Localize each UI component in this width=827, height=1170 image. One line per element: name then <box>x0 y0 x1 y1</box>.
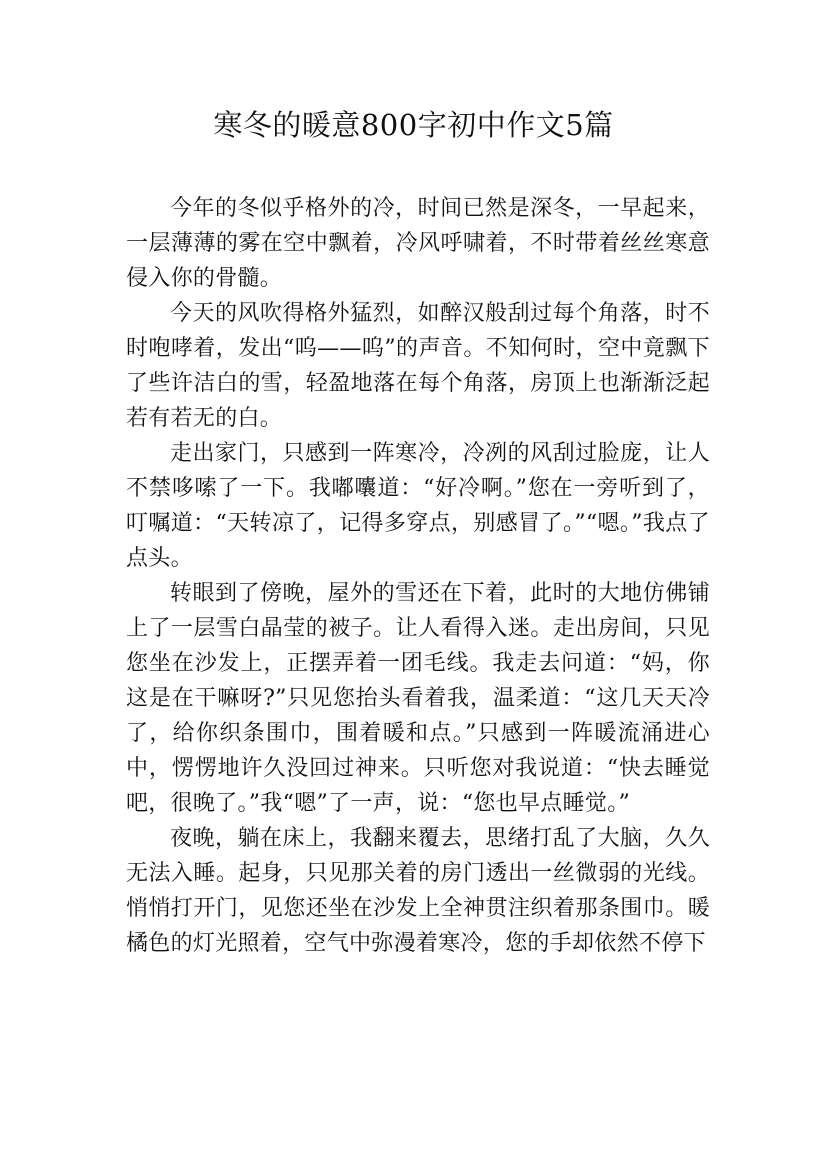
paragraph: 走出家门，只感到一阵寒冷，冷冽的风刮过脸庞，让人不禁哆嗦了一下。我嘟囔道：“好冷啊。”您在一旁听到了，叮嘱道：“天转凉了，记得多穿点，别感冒了。”“嗯。”我点了点头。 <box>126 441 710 571</box>
paragraph: 夜晚，躺在床上，我翻来覆去，思绪打乱了大脑，久久无法入睡。起身，只见那关着的房门透出一丝微弱的光线。悄悄打开门，见您还坐在沙发上全神贯注织着那条围巾。暖橘色的灯光照着，空气中弥漫着寒冷，您的手却依然不停下 <box>126 826 710 956</box>
paragraph: 转眼到了傍晚，屋外的雪还在下着，此时的大地仿佛铺上了一层雪白晶莹的被子。让人看得入迷。走出房间，只见您坐在沙发上，正摆弄着一团毛线。我走去问道：“妈，你这是在干嘛呀?”只见您抬头看着我，温柔道：“这几天天冷了，给你织条围巾，围着暖和点。”只感到一阵暖流涌进心中，愣愣地许久没回过神来。只听您对我说道：“快去睡觉吧，很晚了。”我“嗯”了一声，说：“您也早点睡觉。” <box>126 581 710 816</box>
document-title: 寒冬的暖意800字初中作文5篇 <box>213 108 614 142</box>
document-body <box>126 191 710 961</box>
paragraph: 今天的风吹得格外猛烈，如醉汉般刮过每个角落，时不时咆哮着，发出“呜——呜”的声音。不知何时，空中竟飘下了些许洁白的雪，轻盈地落在每个角落，房顶上也渐渐泛起若有若无的白。 <box>126 301 710 431</box>
paragraph: 今年的冬似乎格外的冷，时间已然是深冬，一早起来，一层薄薄的雾在空中飘着，冷风呼啸着，不时带着丝丝寒意侵入你的骨髓。 <box>126 196 710 291</box>
